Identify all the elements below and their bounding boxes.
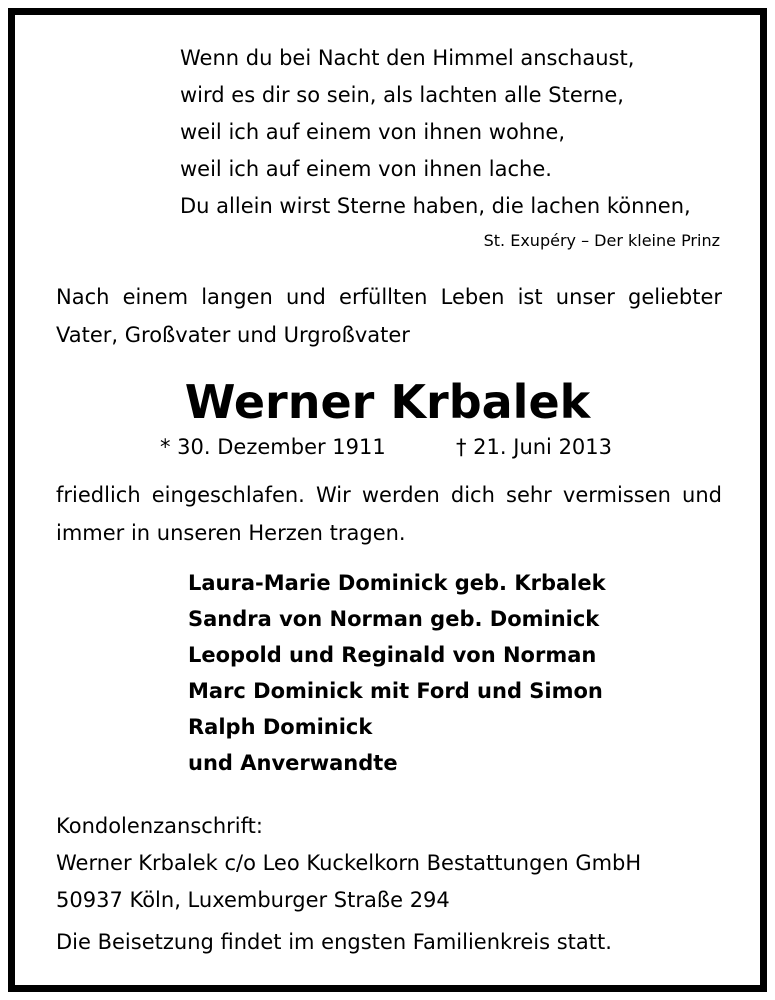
poem-line: Wenn du bei Nacht den Himmel anschaust, [180, 46, 635, 70]
mourner-name: Marc Dominick mit Ford und Simon [188, 679, 603, 703]
address-line: 50937 Köln, Luxemburger Straße 294 [56, 888, 450, 912]
birth-date: * 30. Dezember 1911 [160, 435, 386, 459]
mourner-name: Ralph Dominick [188, 715, 373, 739]
closing-line: immer in unseren Herzen tragen. [56, 521, 406, 545]
address-label: Kondolenzanschrift: [56, 814, 263, 838]
poem-attribution: St. Exupéry – Der kleine Prinz [483, 231, 720, 250]
condolence-address [56, 808, 722, 919]
mourner-name: Laura-Marie Dominick geb. Krbalek [188, 571, 606, 595]
deceased-name: Werner Krbalek [184, 375, 591, 429]
burial-note: Die Beisetzung findet im engsten Familienkreis statt. [56, 930, 612, 954]
closing-text [56, 476, 722, 552]
intro-text [56, 278, 722, 354]
death-date: † 21. Juni 2013 [456, 435, 613, 459]
poem-line: weil ich auf einem von ihnen wohne, [180, 120, 566, 144]
mourner-name: und Anverwandte [188, 751, 398, 775]
intro-line: Vater, Großvater und Urgroßvater [56, 323, 410, 347]
mourner-name: Leopold und Reginald von Norman [188, 643, 597, 667]
poem [180, 40, 720, 225]
mourners-list [188, 565, 708, 781]
closing-line: friedlich eingeschlafen. Wir werden dich sehr vermissen und [56, 483, 722, 507]
poem-line: wird es dir so sein, als lachten alle Sterne, [180, 83, 624, 107]
mourner-name: Sandra von Norman geb. Dominick [188, 607, 600, 631]
poem-line: weil ich auf einem von ihnen lache. [180, 157, 552, 181]
intro-line: Nach einem langen und erfüllten Leben ist unser geliebter [56, 285, 722, 309]
poem-line: Du allein wirst Sterne haben, die lachen können, [180, 194, 691, 218]
address-line: Werner Krbalek c/o Leo Kuckelkorn Bestattungen GmbH [56, 851, 642, 875]
